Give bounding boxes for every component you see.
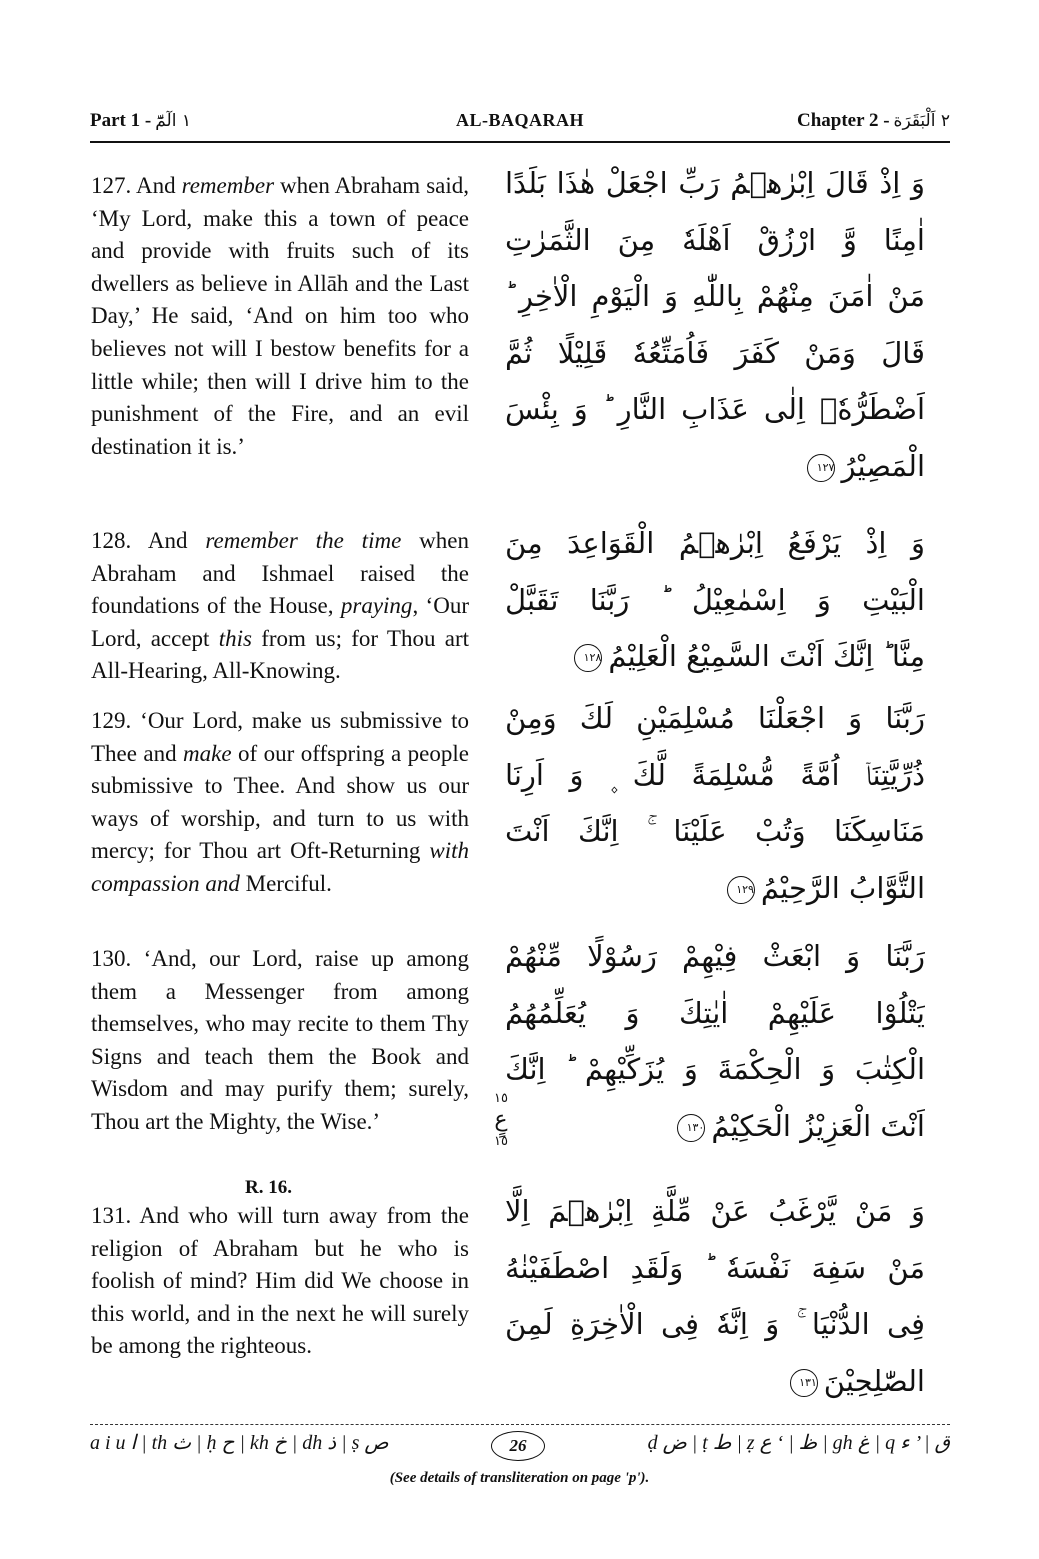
transliteration-footnote: (See details of transliteration on page 'p'). [389, 1470, 650, 1486]
transliteration-left: a i u ا | th ث | ḥ ح | kh خ | dh ذ | ṣ ص [90, 1432, 389, 1454]
part-label: Part 1 - ١ الٓمّٓ [90, 110, 191, 131]
arabic-verse-130: رَبَّنَا وَ ابْعَثْ فِيْهِمْ رَسُوْلًا مِّنْهُمْ يَتْلُوْا عَلَيْهِمْ اٰيٰتِكَ وَ يُعَلِّمُهُمُ الْكِتٰبَ وَ الْحِكْمَةَ وَ يُزَكِّيْهِمْ ؕ اِنَّكَ اَنْتَ الْعَزِيْزُ الْحَكِيْمُ١٣٠ [505, 939, 925, 1143]
chapter-label: Chapter 2 - ٢ اَلْبَقَرَة [796, 110, 950, 131]
ruku-label: R. 16. [245, 1177, 292, 1198]
ayah-number-128: ١٢٨ [574, 644, 602, 672]
ayah-number-127: ١٢٧ [807, 454, 835, 482]
header-rule [90, 141, 950, 143]
surah-title: AL-BAQARAH [455, 110, 584, 130]
ayah-number-131: ١٣١ [790, 1369, 818, 1397]
verse-129-translation: 129. ‘Our Lord, make us submissive to Thee and make of our offspring a people submissive to Thee. And show us our ways of worship, and turn to us with mercy; for Thou art Oft-Returning with compassion and Merciful. [91, 708, 469, 896]
verse-128-translation: 128. And remember the time when Abraham and Ishmael raised the foundations of the House, praying, ‘Our Lord, accept this from us; for Thou art All-Hearing, All-Knowing. [91, 528, 469, 684]
arabic-verse-128: وَ اِذْ يَرْفَعُ اِبْرٰهٖمُ الْقَوَاعِدَ مِنَ الْبَيْتِ وَ اِسْمٰعِيْلُ ؕ رَبَّنَا تَقَبَّلْ مِنَّا ؕ اِنَّكَ اَنْتَ السَّمِيْعُ الْعَلِيْمُ١٢٨ [505, 526, 925, 673]
verse-130-translation: 130. ‘And, our Lord, raise up among them a Messenger from among themselves, who may recite to them Thy Signs and teach them the Book and Wisdom and may purify them; surely, Thou art the Mighty, the Wise.’ [91, 946, 469, 1134]
page-number: 26 [491, 1431, 545, 1461]
chapter-arabic: ٢ اَلْبَقَرَة [893, 111, 950, 131]
arabic-verse-127: وَ اِذْ قَالَ اِبْرٰهٖمُ رَبِّ اجْعَلْ هٰذَا بَلَدًا اٰمِنًا وَّ ارْزُقْ اَهْلَهٗ مِنَ الثَّمَرٰتِ مَنْ اٰمَنَ مِنْهُمْ بِاللّٰهِ وَ الْيَوْمِ الْاٰخِرِ ؕ قَالَ وَمَنْ كَفَرَ فَاُمَتِّعُهٗ قَلِيْلًا ثُمَّ اَضْطَرُّهٗۤ اِلٰى عَذَابِ النَّارِ ؕ وَ بِئْسَ الْمَصِيْرُ١٢٧ [505, 166, 925, 483]
arabic-verse-129: رَبَّنَا وَ اجْعَلْنَا مُسْلِمَيْنِ لَكَ وَمِنْ ذُرِّيَّتِنَاۤ اُمَّةً مُّسْلِمَةً لَّكَ ۪ وَ اَرِنَا مَنَاسِكَنَا وَتُبْ عَلَيْنَا ۚ اِنَّكَ اَنْتَ التَّوَّابُ الرَّحِيْمُ١٢٩ [505, 701, 925, 905]
arabic-verse-131: وَ مَنْ يَّرْغَبُ عَنْ مِّلَّةِ اِبْرٰهٖمَ اِلَّا مَنْ سَفِهَ نَفْسَهٗ ؕ وَلَقَدِ اصْطَفَيْنٰهُ فِى الدُّنْيَا ۚ وَ اِنَّهٗ فِى الْاٰخِرَةِ لَمِنَ الصّٰلِحِيْنَ١٣١ [505, 1194, 925, 1398]
page-header [90, 110, 950, 140]
footer-rule [90, 1424, 950, 1425]
verse-131-translation: 131. And who will turn away from the religion of Abraham but he who is foolish of mind? Him did We choose in this world, and in the next he will surely be among the righteous. [91, 1203, 469, 1359]
transliteration-right: ḍ ض | ṭ ط | ẓ ظ | ‘ ع | gh غ | q ق | ’ ء [647, 1432, 950, 1454]
ruku-marker: ١٥ عٍ ١٥ [494, 1091, 508, 1149]
part-arabic: ١ الٓمّٓ [155, 111, 191, 131]
ayah-number-130: ١٣٠ [677, 1114, 705, 1142]
ayah-number-129: ١٢٩ [727, 876, 755, 904]
verse-127-translation: 127. And remember when Abraham said, ‘My Lord, make this a town of peace and provide with fruits such of its dwellers as believe in Allāh and the Last Day,’ He said, ‘And on him too who believes not will I bestow benefits for a little while; then will I drive him to the punishment of the Fire, and an evil destination it is.’ [91, 173, 469, 459]
